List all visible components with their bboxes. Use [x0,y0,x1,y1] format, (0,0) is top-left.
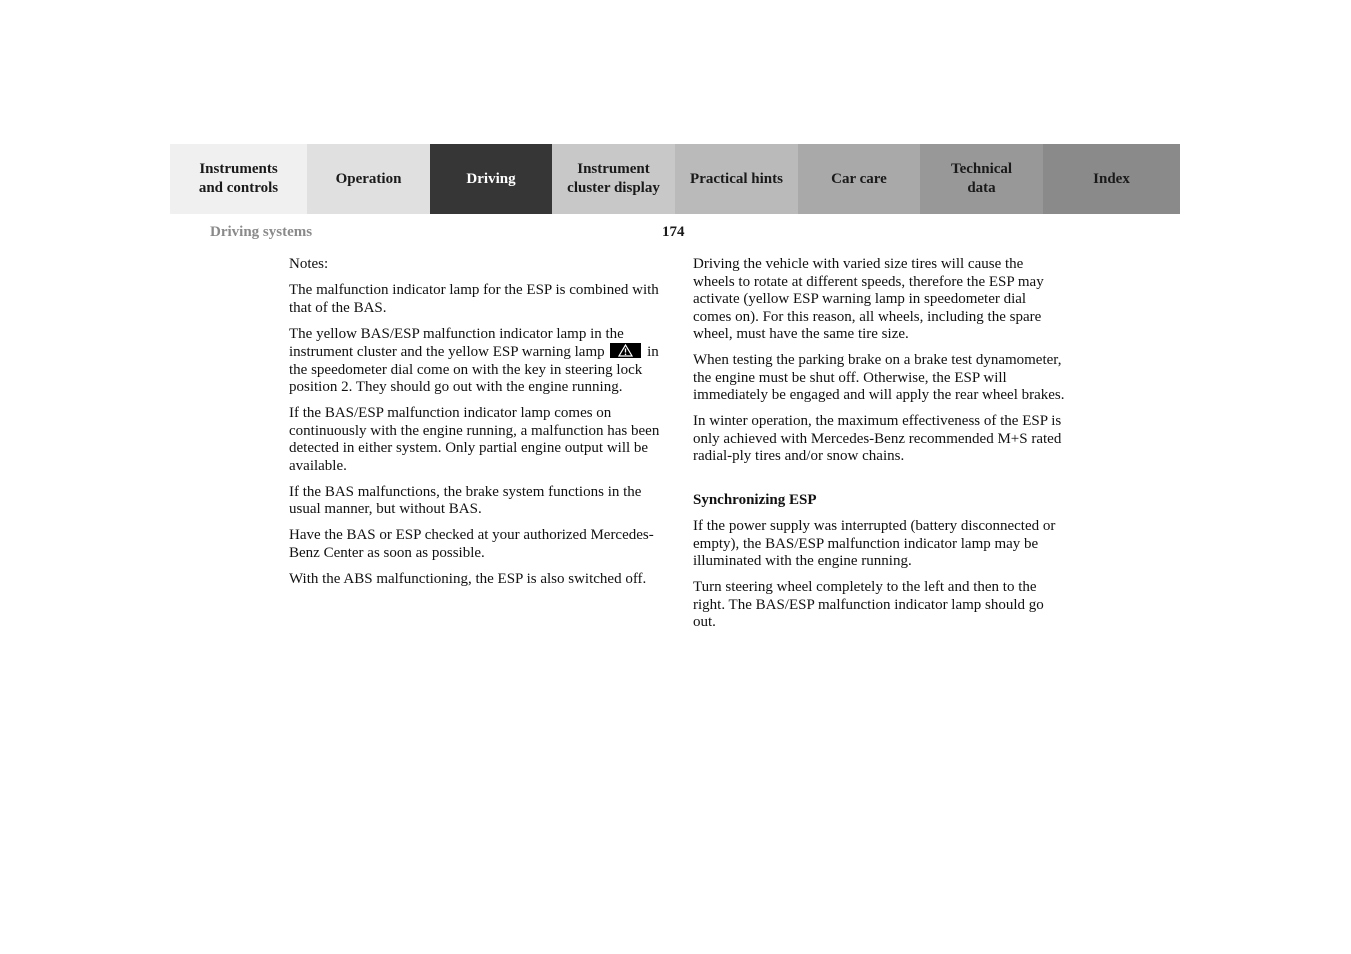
paragraph: Have the BAS or ESP checked at your authorized Mercedes-Benz Center as soon as possible. [289,527,654,561]
page-number: 174 [662,224,685,240]
notes-label: Notes: [289,256,329,272]
tab-driving[interactable] [430,144,552,214]
tab-index[interactable] [1043,144,1180,214]
paragraph: If the power supply was interrupted (battery disconnected or empty), the BAS/ESP malfunction indicator lamp may be illuminated with the engine running. [693,518,1056,569]
paragraph: With the ABS malfunctioning, the ESP is also switched off. [289,570,647,587]
tab-label: Practical hints [690,170,783,187]
tab-label: Operation [335,170,402,187]
tab-practical-hints[interactable] [675,144,798,214]
subheading: Synchronizing ESP [693,491,817,508]
chapter-nav-bar [170,144,1180,214]
paragraph: If the BAS malfunctions, the brake system functions in the usual manner, but without BAS. [289,483,642,517]
tab-label-line2: cluster display [567,180,660,196]
paragraph-with-icon [289,326,661,397]
tab-instruments-and-controls[interactable] [170,144,307,214]
paragraph-text: in the speedometer dial come on with the key in steering lock position 2. They should go out with the engine running. [289,344,659,395]
warning-triangle-icon [610,343,641,358]
tab-label-line1: Technical [950,161,1013,177]
paragraph: The malfunction indicator lamp for the ESP is combined with that of the BAS. [289,282,659,316]
paragraph-text: The yellow BAS/ESP malfunction indicator lamp in the instrument cluster and the yellow ESP warning lamp [289,325,624,360]
paragraph: In winter operation, the maximum effectiveness of the ESP is only achieved with Mercedes-Benz recommended M+S rated radial-ply tires and/or snow chains. [693,413,1062,464]
tab-label-line1: Instruments [199,161,278,177]
tab-label: Index [1093,170,1130,187]
paragraph: Driving the vehicle with varied size tires will cause the wheels to rotate at different speeds, therefore the ESP may activate (yellow ESP warning lamp in speedometer dial comes on). For this reason, all wheels, including the spare wheel, must have the same tire size. [693,256,1044,342]
left-column [289,256,661,597]
paragraph: Turn steering wheel completely to the left and then to the right. The BAS/ESP malfunction indicator lamp should go out. [693,579,1044,630]
tab-car-care[interactable] [798,144,920,214]
tab-instrument-cluster-display[interactable] [552,144,675,214]
right-column [693,256,1065,640]
tab-label-line2: and controls [198,180,279,196]
tab-label: Car care [831,170,887,187]
tab-label-line2: data [967,180,996,196]
paragraph: When testing the parking brake on a brake test dynamometer, the engine must be shut off. Otherwise, the ESP will immediately be engaged and will apply the rear wheel brakes. [693,352,1065,403]
section-title: Driving systems [210,224,313,240]
tab-operation[interactable] [307,144,430,214]
paragraph: If the BAS/ESP malfunction indicator lamp comes on continuously with the engine running, a malfunction has been detected in either system. Only partial engine output will be available. [289,405,660,474]
tab-label-line1: Instrument [577,161,650,177]
tab-technical-data[interactable] [920,144,1043,214]
tab-label: Driving [466,170,516,187]
